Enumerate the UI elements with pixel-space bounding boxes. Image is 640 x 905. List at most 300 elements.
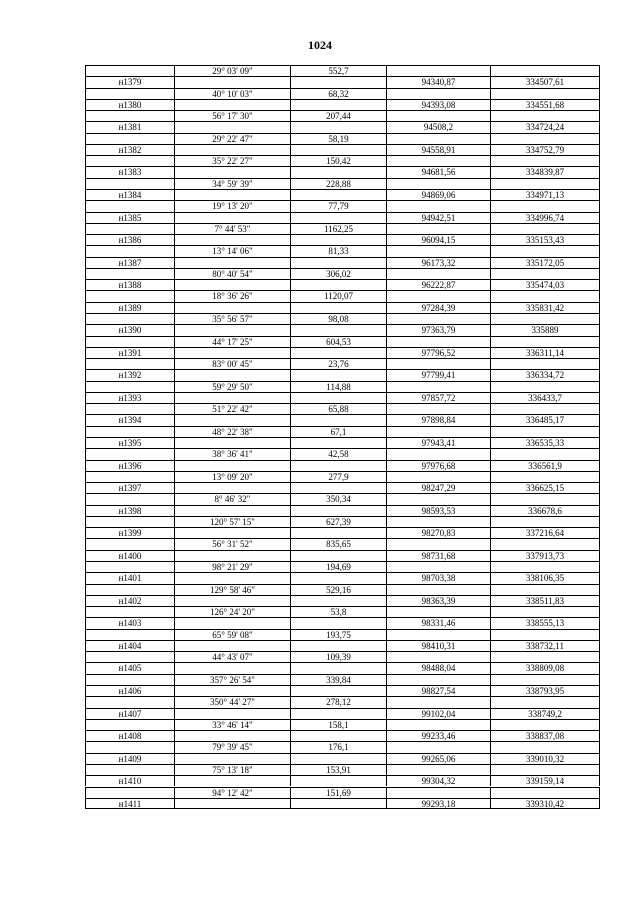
- x-cell-upper: [387, 630, 491, 640]
- x-coordinate-cell: 99102,04: [387, 709, 491, 719]
- table-row: [85, 787, 600, 810]
- x-cell-upper: [387, 269, 491, 279]
- x-cell-upper: [387, 720, 491, 730]
- point-cell-upper: [85, 788, 175, 798]
- length-cell: 67,1: [291, 427, 387, 437]
- y-cell-upper: [491, 382, 600, 392]
- table-row: [85, 88, 600, 111]
- angle-cell-lower: [175, 145, 291, 155]
- point-cell-upper: [85, 246, 175, 256]
- length-cell-lower: [291, 258, 387, 268]
- x-coordinate-cell: 98703,38: [387, 573, 491, 583]
- point-cell: н1382: [85, 145, 175, 155]
- length-cell: 207,44: [291, 111, 387, 121]
- y-cell-upper: [491, 742, 600, 752]
- table-row: [85, 133, 600, 156]
- angle-cell: 44° 17' 25": [175, 337, 291, 347]
- point-cell: н1391: [85, 348, 175, 358]
- y-coordinate-cell: 338511,83: [491, 596, 600, 606]
- angle-cell: 94° 12' 42": [175, 788, 291, 798]
- length-cell-lower: [291, 348, 387, 358]
- length-cell-lower: [291, 370, 387, 380]
- point-cell-upper: [85, 517, 175, 527]
- angle-cell: 8° 46' 32": [175, 494, 291, 504]
- y-coordinate-cell: 336334,72: [491, 370, 600, 380]
- point-cell-upper: [85, 291, 175, 301]
- point-cell-upper: [85, 111, 175, 121]
- length-cell-lower: [291, 190, 387, 200]
- x-cell-upper: [387, 179, 491, 189]
- length-cell: 158,1: [291, 720, 387, 730]
- length-cell-lower: [291, 438, 387, 448]
- length-cell: 350,34: [291, 494, 387, 504]
- angle-cell: 98° 21' 29": [175, 562, 291, 572]
- x-cell-upper: [387, 246, 491, 256]
- y-coordinate-cell: 335474,03: [491, 280, 600, 290]
- length-cell-lower: [291, 551, 387, 561]
- length-cell-lower: [291, 528, 387, 538]
- point-cell-upper: [85, 652, 175, 662]
- x-coordinate-cell: 99293,18: [387, 799, 491, 808]
- point-cell: н1399: [85, 528, 175, 538]
- table-row: [85, 629, 600, 652]
- length-cell-lower: [291, 325, 387, 335]
- point-cell: н1397: [85, 483, 175, 493]
- y-cell-upper: [491, 291, 600, 301]
- length-cell-lower: [291, 461, 387, 471]
- angle-cell: 35° 22' 27": [175, 156, 291, 166]
- angle-cell: 33° 46' 14": [175, 720, 291, 730]
- angle-cell: 35° 56' 57": [175, 314, 291, 324]
- length-cell: 193,75: [291, 630, 387, 640]
- point-cell-upper: [85, 269, 175, 279]
- x-coordinate-cell: 98331,46: [387, 618, 491, 628]
- x-coordinate-cell: 98270,83: [387, 528, 491, 538]
- length-cell-lower: [291, 799, 387, 808]
- table-row: [85, 764, 600, 787]
- x-cell-upper: [387, 494, 491, 504]
- angle-cell: 65° 59' 08": [175, 630, 291, 640]
- y-cell-upper: [491, 539, 600, 549]
- x-coordinate-cell: 99304,32: [387, 776, 491, 786]
- table-row: [85, 381, 600, 404]
- x-cell-upper: [387, 765, 491, 775]
- angle-cell-lower: [175, 686, 291, 696]
- y-coordinate-cell: 339310,42: [491, 799, 600, 808]
- x-coordinate-cell: 97799,41: [387, 370, 491, 380]
- angle-cell-lower: [175, 100, 291, 110]
- point-cell-upper: [85, 359, 175, 369]
- x-coordinate-cell: 94340,87: [387, 77, 491, 87]
- length-cell: 176,1: [291, 742, 387, 752]
- point-cell-upper: [85, 742, 175, 752]
- length-cell: 277,9: [291, 472, 387, 482]
- x-coordinate-cell: 97976,68: [387, 461, 491, 471]
- x-coordinate-cell: 94393,08: [387, 100, 491, 110]
- length-cell-lower: [291, 776, 387, 786]
- x-cell-upper: [387, 472, 491, 482]
- x-coordinate-cell: 94869,06: [387, 190, 491, 200]
- y-cell-upper: [491, 517, 600, 527]
- length-cell: 53,8: [291, 607, 387, 617]
- table-row: [85, 403, 600, 426]
- table-row: [85, 651, 600, 674]
- angle-cell: 357° 26' 54": [175, 675, 291, 685]
- length-cell: 68,32: [291, 89, 387, 99]
- length-cell: 23,76: [291, 359, 387, 369]
- point-cell-upper: [85, 449, 175, 459]
- angle-cell: 75° 13' 18": [175, 765, 291, 775]
- x-coordinate-cell: 98247,29: [387, 483, 491, 493]
- length-cell: 1162,25: [291, 224, 387, 234]
- table-row: [85, 200, 600, 223]
- table-row: [85, 268, 600, 291]
- table-row: [85, 538, 600, 561]
- length-cell: 194,69: [291, 562, 387, 572]
- angle-cell: 18° 36' 26": [175, 291, 291, 301]
- y-cell-upper: [491, 179, 600, 189]
- y-coordinate-cell: 335172,05: [491, 258, 600, 268]
- table-row: [85, 674, 600, 697]
- point-cell-upper: [85, 314, 175, 324]
- x-cell-upper: [387, 539, 491, 549]
- y-cell-upper: [491, 224, 600, 234]
- y-cell-upper: [491, 201, 600, 211]
- y-coordinate-cell: 336433,7: [491, 393, 600, 403]
- y-coordinate-cell: 338793,95: [491, 686, 600, 696]
- x-coordinate-cell: 98410,31: [387, 641, 491, 651]
- x-coordinate-cell: 96173,32: [387, 258, 491, 268]
- x-coordinate-cell: 94942,51: [387, 213, 491, 223]
- angle-cell: 56° 17' 30": [175, 111, 291, 121]
- y-cell-upper: [491, 585, 600, 595]
- angle-cell-lower: [175, 709, 291, 719]
- x-coordinate-cell: 97857,72: [387, 393, 491, 403]
- point-cell-upper: [85, 201, 175, 211]
- length-cell: 1120,07: [291, 291, 387, 301]
- length-cell: 151,69: [291, 788, 387, 798]
- length-cell-lower: [291, 573, 387, 583]
- y-coordinate-cell: 335889: [491, 325, 600, 335]
- angle-cell: 40° 10' 03": [175, 89, 291, 99]
- table-row: [85, 561, 600, 584]
- x-coordinate-cell: 94681,56: [387, 167, 491, 177]
- x-coordinate-cell: 99233,46: [387, 731, 491, 741]
- point-cell-upper: [85, 607, 175, 617]
- angle-cell: 19° 13' 20": [175, 201, 291, 211]
- point-cell: н1393: [85, 393, 175, 403]
- length-cell: 306,02: [291, 269, 387, 279]
- point-cell: н1394: [85, 415, 175, 425]
- x-cell-upper: [387, 314, 491, 324]
- y-coordinate-cell: 336625,15: [491, 483, 600, 493]
- coordinates-table: [85, 65, 600, 809]
- y-cell-upper: [491, 89, 600, 99]
- angle-cell: 7° 44' 53": [175, 224, 291, 234]
- table-row: [85, 606, 600, 629]
- angle-cell: 29° 03' 09": [175, 66, 291, 76]
- y-cell-upper: [491, 66, 600, 76]
- y-cell-upper: [491, 472, 600, 482]
- y-coordinate-cell: 335153,43: [491, 235, 600, 245]
- angle-cell-lower: [175, 461, 291, 471]
- angle-cell-lower: [175, 528, 291, 538]
- angle-cell-lower: [175, 348, 291, 358]
- length-cell: 228,88: [291, 179, 387, 189]
- point-cell: н1386: [85, 235, 175, 245]
- point-cell-upper: [85, 720, 175, 730]
- length-cell-lower: [291, 663, 387, 673]
- length-cell-lower: [291, 641, 387, 651]
- x-cell-upper: [387, 517, 491, 527]
- point-cell: н1396: [85, 461, 175, 471]
- angle-cell-lower: [175, 167, 291, 177]
- length-cell-lower: [291, 393, 387, 403]
- table-row: [85, 584, 600, 607]
- table-row: [85, 178, 600, 201]
- angle-cell-lower: [175, 415, 291, 425]
- angle-cell-lower: [175, 325, 291, 335]
- x-coordinate-cell: 97943,41: [387, 438, 491, 448]
- length-cell-lower: [291, 213, 387, 223]
- angle-cell-lower: [175, 213, 291, 223]
- y-cell-upper: [491, 359, 600, 369]
- x-cell-upper: [387, 742, 491, 752]
- x-cell-upper: [387, 291, 491, 301]
- y-coordinate-cell: 336485,17: [491, 415, 600, 425]
- y-cell-upper: [491, 652, 600, 662]
- table-row: [85, 358, 600, 381]
- length-cell: 627,39: [291, 517, 387, 527]
- point-cell: н1408: [85, 731, 175, 741]
- x-cell-upper: [387, 449, 491, 459]
- point-cell: н1410: [85, 776, 175, 786]
- point-cell: н1385: [85, 213, 175, 223]
- y-coordinate-cell: 334724,24: [491, 122, 600, 132]
- point-cell: н1383: [85, 167, 175, 177]
- length-cell-lower: [291, 77, 387, 87]
- y-cell-upper: [491, 156, 600, 166]
- length-cell-lower: [291, 686, 387, 696]
- angle-cell-lower: [175, 641, 291, 651]
- y-coordinate-cell: 334507,61: [491, 77, 600, 87]
- point-cell-upper: [85, 382, 175, 392]
- angle-cell-lower: [175, 596, 291, 606]
- y-coordinate-cell: 338809,08: [491, 663, 600, 673]
- table-row: [85, 223, 600, 246]
- point-cell: н1379: [85, 77, 175, 87]
- y-coordinate-cell: 338106,35: [491, 573, 600, 583]
- x-cell-upper: [387, 788, 491, 798]
- angle-cell-lower: [175, 393, 291, 403]
- angle-cell: 350° 44' 27": [175, 697, 291, 707]
- point-cell-upper: [85, 156, 175, 166]
- table-row: [85, 336, 600, 359]
- length-cell: 109,39: [291, 652, 387, 662]
- angle-cell: 13° 14' 06": [175, 246, 291, 256]
- point-cell: н1400: [85, 551, 175, 561]
- angle-cell: 13° 09' 20": [175, 472, 291, 482]
- angle-cell-lower: [175, 258, 291, 268]
- y-cell-upper: [491, 449, 600, 459]
- angle-cell-lower: [175, 122, 291, 132]
- y-coordinate-cell: 334752,79: [491, 145, 600, 155]
- table-row: [85, 471, 600, 494]
- y-cell-upper: [491, 314, 600, 324]
- x-cell-upper: [387, 382, 491, 392]
- table-row: [85, 516, 600, 539]
- point-cell: н1395: [85, 438, 175, 448]
- point-cell-upper: [85, 472, 175, 482]
- length-cell-lower: [291, 731, 387, 741]
- point-cell: н1402: [85, 596, 175, 606]
- point-cell-upper: [85, 630, 175, 640]
- y-coordinate-cell: 336535,33: [491, 438, 600, 448]
- y-coordinate-cell: 334971,13: [491, 190, 600, 200]
- point-cell: н1407: [85, 709, 175, 719]
- y-coordinate-cell: 338837,08: [491, 731, 600, 741]
- y-cell-upper: [491, 494, 600, 504]
- table-row: [85, 448, 600, 471]
- x-cell-upper: [387, 224, 491, 234]
- point-cell-upper: [85, 675, 175, 685]
- length-cell: 114,88: [291, 382, 387, 392]
- length-cell-lower: [291, 145, 387, 155]
- point-cell-upper: [85, 66, 175, 76]
- y-cell-upper: [491, 788, 600, 798]
- y-cell-upper: [491, 630, 600, 640]
- x-cell-upper: [387, 337, 491, 347]
- x-cell-upper: [387, 697, 491, 707]
- length-cell: 58,19: [291, 134, 387, 144]
- angle-cell-lower: [175, 483, 291, 493]
- page-number: 1024: [308, 38, 332, 52]
- y-cell-upper: [491, 562, 600, 572]
- x-cell-upper: [387, 404, 491, 414]
- angle-cell-lower: [175, 754, 291, 764]
- x-coordinate-cell: 94508,2: [387, 122, 491, 132]
- x-coordinate-cell: 97796,52: [387, 348, 491, 358]
- y-cell-upper: [491, 246, 600, 256]
- point-cell: н1398: [85, 506, 175, 516]
- angle-cell-lower: [175, 799, 291, 808]
- y-cell-upper: [491, 765, 600, 775]
- angle-cell: 38° 36' 41": [175, 449, 291, 459]
- y-cell-upper: [491, 111, 600, 121]
- length-cell-lower: [291, 483, 387, 493]
- x-cell-upper: [387, 675, 491, 685]
- y-coordinate-cell: 338732,11: [491, 641, 600, 651]
- y-coordinate-cell: 336311,14: [491, 348, 600, 358]
- length-cell: 278,12: [291, 697, 387, 707]
- length-cell: 552,7: [291, 66, 387, 76]
- angle-cell: 79° 39' 45": [175, 742, 291, 752]
- angle-cell: 51° 22' 42": [175, 404, 291, 414]
- point-cell: н1384: [85, 190, 175, 200]
- point-cell: н1403: [85, 618, 175, 628]
- angle-cell: 34° 59' 39": [175, 179, 291, 189]
- length-cell: 42,58: [291, 449, 387, 459]
- length-cell-lower: [291, 754, 387, 764]
- y-cell-upper: [491, 697, 600, 707]
- length-cell-lower: [291, 280, 387, 290]
- y-coordinate-cell: 334996,74: [491, 213, 600, 223]
- angle-cell-lower: [175, 618, 291, 628]
- point-cell: н1401: [85, 573, 175, 583]
- angle-cell: 80° 40' 54": [175, 269, 291, 279]
- x-cell-upper: [387, 111, 491, 121]
- table-row: [85, 741, 600, 764]
- x-coordinate-cell: 98731,68: [387, 551, 491, 561]
- x-coordinate-cell: 97363,79: [387, 325, 491, 335]
- x-cell-upper: [387, 359, 491, 369]
- x-cell-upper: [387, 585, 491, 595]
- x-coordinate-cell: 98827,54: [387, 686, 491, 696]
- point-cell: н1405: [85, 663, 175, 673]
- length-cell: 81,33: [291, 246, 387, 256]
- point-cell: н1392: [85, 370, 175, 380]
- length-cell-lower: [291, 167, 387, 177]
- point-cell-upper: [85, 427, 175, 437]
- y-coordinate-cell: 336678,6: [491, 506, 600, 516]
- y-coordinate-cell: 337913,73: [491, 551, 600, 561]
- table-row: [85, 245, 600, 268]
- angle-cell-lower: [175, 438, 291, 448]
- angle-cell-lower: [175, 235, 291, 245]
- angle-cell-lower: [175, 370, 291, 380]
- y-cell-upper: [491, 427, 600, 437]
- y-cell-upper: [491, 134, 600, 144]
- angle-cell-lower: [175, 663, 291, 673]
- angle-cell: 29° 22' 47": [175, 134, 291, 144]
- x-coordinate-cell: 99265,06: [387, 754, 491, 764]
- length-cell-lower: [291, 709, 387, 719]
- length-cell: 153,91: [291, 765, 387, 775]
- point-cell: н1411: [85, 799, 175, 808]
- y-coordinate-cell: 336561,9: [491, 461, 600, 471]
- point-cell-upper: [85, 562, 175, 572]
- angle-cell: 120° 57' 15": [175, 517, 291, 527]
- length-cell-lower: [291, 303, 387, 313]
- y-cell-upper: [491, 675, 600, 685]
- length-cell-lower: [291, 506, 387, 516]
- angle-cell-lower: [175, 280, 291, 290]
- angle-cell: 48° 22' 38": [175, 427, 291, 437]
- table-row: [85, 719, 600, 742]
- y-coordinate-cell: 338749,2: [491, 709, 600, 719]
- angle-cell: 129° 58' 46": [175, 585, 291, 595]
- x-coordinate-cell: 97284,39: [387, 303, 491, 313]
- length-cell: 77,79: [291, 201, 387, 211]
- table-row: [85, 155, 600, 178]
- y-coordinate-cell: 338555,13: [491, 618, 600, 628]
- x-cell-upper: [387, 652, 491, 662]
- point-cell: н1387: [85, 258, 175, 268]
- table-row: [85, 65, 600, 88]
- angle-cell-lower: [175, 506, 291, 516]
- y-coordinate-cell: 339159,14: [491, 776, 600, 786]
- point-cell: н1389: [85, 303, 175, 313]
- y-coordinate-cell: 337216,64: [491, 528, 600, 538]
- length-cell: 529,16: [291, 585, 387, 595]
- point-cell-upper: [85, 494, 175, 504]
- angle-cell: 59° 29' 50": [175, 382, 291, 392]
- x-coordinate-cell: 98363,39: [387, 596, 491, 606]
- angle-cell-lower: [175, 551, 291, 561]
- y-cell-upper: [491, 404, 600, 414]
- length-cell-lower: [291, 596, 387, 606]
- point-cell: н1381: [85, 122, 175, 132]
